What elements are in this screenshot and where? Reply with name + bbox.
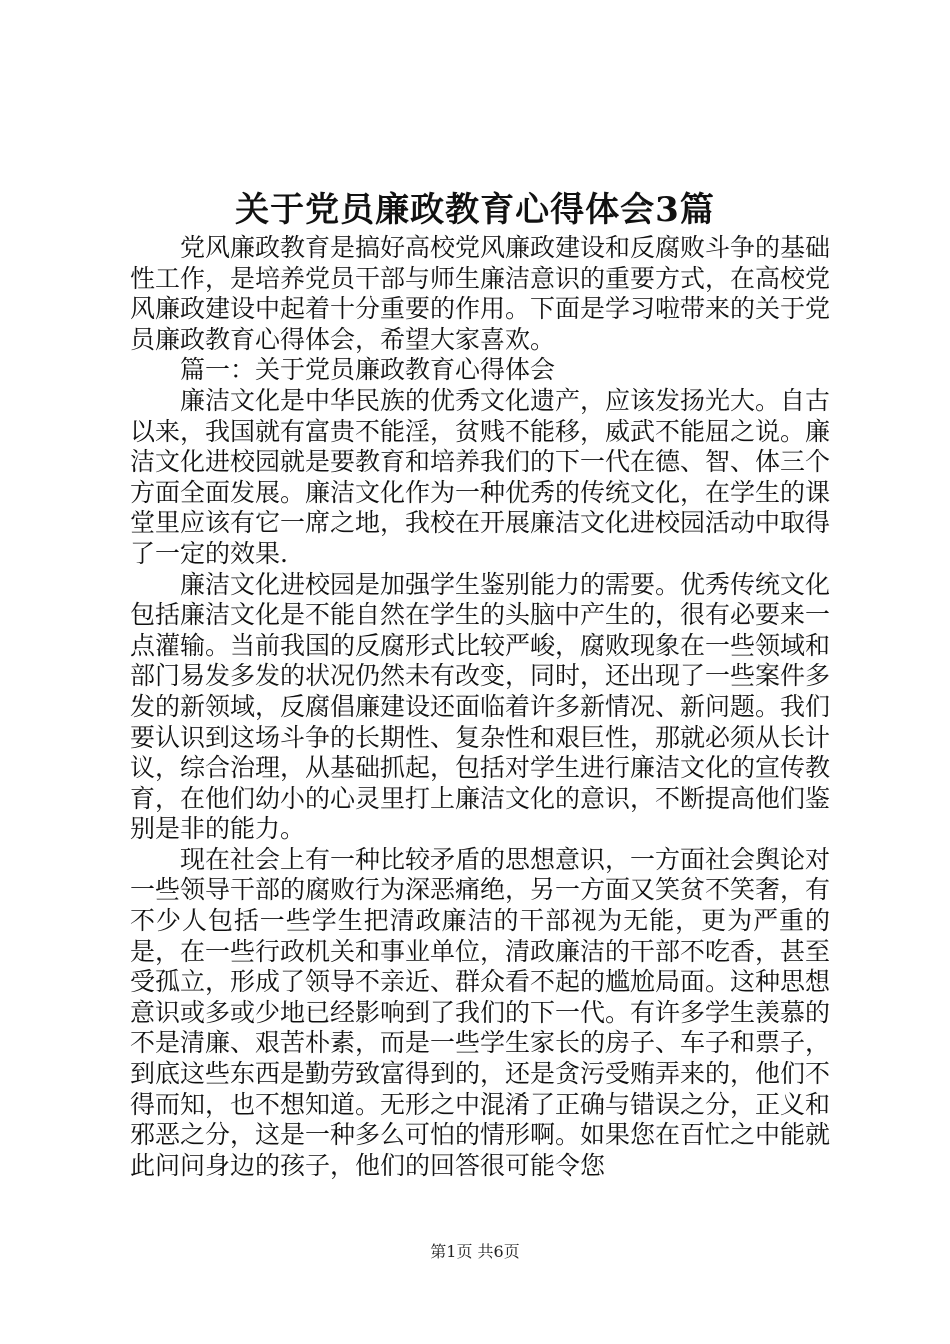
paragraph: 廉洁文化是中华民族的优秀文化遗产，应该发扬光大。自古以来，我国就有富贵不能淫，贫贱不能移，威武不能屈之说。廉洁文化进校园就是要教育和培养我们的下一代在德、智、体三个方面全面发展。廉洁文化作为一种优秀的传统文化，在学生的课堂里应该有它一席之地，我校在开展廉洁文化进校园活动中取得了一定的效果. (130, 385, 831, 568)
section-heading: 篇一：关于党员廉政教育心得体会 (180, 355, 556, 385)
page-footer: 第1页 共6页 (430, 1242, 520, 1261)
document-title: 关于党员廉政教育心得体会3篇 (235, 190, 715, 230)
paragraph-intro: 党风廉政教育是搞好高校党风廉政建设和反腐败斗争的基础性工作，是培养党员干部与师生廉洁意识的重要方式，在高校党风廉政建设中起着十分重要的作用。下面是学习啦带来的关于党员廉政教育心得体会，希望大家喜欢。 (130, 233, 831, 354)
paragraph: 现在社会上有一种比较矛盾的思想意识，一方面社会舆论对一些领导干部的腐败行为深恶痛绝，另一方面又笑贫不笑奢，有不少人包括一些学生把清政廉洁的干部视为无能，更为严重的是，在一些行政机关和事业单位，清政廉洁的干部不吃香，甚至受孤立，形成了领导不亲近、群众看不起的尴尬局面。这种思想意识或多或少地已经影响到了我们的下一代。有许多学生羡慕的不是清廉、艰苦朴素，而是一些学生家长的房子、车子和票子，到底这些东西是勤劳致富得到的，还是贪污受贿弄来的，他们不得而知，也不想知道。无形之中混淆了正确与错误之分，正义和邪恶之分，这是一种多么可怕的情形啊。如果您在百忙之中能就此问问身边的孩子，他们的回答很可能令您 (130, 844, 831, 1180)
document-body (130, 233, 830, 1181)
paragraph: 廉洁文化进校园是加强学生鉴别能力的需要。优秀传统文化包括廉洁文化是不能自然在学生的头脑中产生的，很有必要来一点灌输。当前我国的反腐形式比较严峻，腐败现象在一些领域和部门易发多发的状况仍然未有改变，同时，还出现了一些案件多发的新领域，反腐倡廉建设还面临着许多新情况、新问题。我们要认识到这场斗争的长期性、复杂性和艰巨性，那就必须从长计议，综合治理，从基础抓起，包括对学生进行廉洁文化的宣传教育，在他们幼小的心灵里打上廉洁文化的意识，不断提高他们鉴别是非的能力。 (130, 569, 831, 844)
